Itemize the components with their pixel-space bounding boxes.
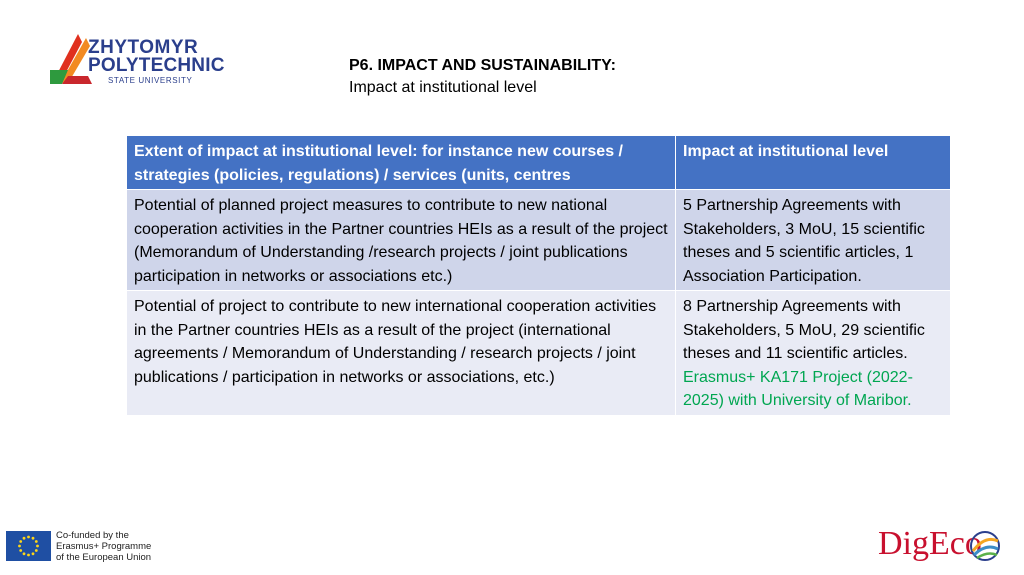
digeco-wordmark: DigEco (878, 525, 982, 562)
row2-impact: 8 Partnership Agreements with Stakeholders, 5 MoU, 29 scientific theses and 11 scientific articles. (683, 298, 925, 362)
eu-flag-icon (6, 531, 51, 561)
table-row (127, 291, 951, 416)
digeco-globe-icon (968, 529, 1002, 563)
header-cell-extent: Extent of impact at institutional level: for instance new courses / strategies (policies, regulations) / services (units, centres (127, 136, 676, 190)
logo-line-1: ZHYTOMYR (88, 37, 199, 58)
table-row (127, 190, 951, 291)
eu-text-line-1: Co-funded by the (56, 530, 129, 541)
eu-text-line-3: of the European Union (56, 552, 152, 563)
digeco-logo (878, 521, 1004, 569)
row1-description: Potential of planned project measures to contribute to new national cooperation activities in the Partner countries HEIs as a result of the project (Memorandum of Understanding /research projects / joint publications participation in networks or associations etc.) (127, 190, 676, 291)
table-header-row (127, 136, 951, 190)
slide-title: P6. IMPACT AND SUSTAINABILITY: (349, 57, 616, 74)
logo-line-2: POLYTECHNIC (88, 55, 225, 76)
slide-heading (349, 55, 616, 99)
row2-impact-cell (676, 291, 951, 416)
row1-impact: 5 Partnership Agreements with Stakeholders, 3 MoU, 15 scientific theses and 5 scientific articles, 1 Association Participation. (676, 190, 951, 291)
eu-text-line-2: Erasmus+ Programme (56, 541, 152, 552)
eu-cofunding-logo (6, 527, 206, 569)
row2-description: Potential of project to contribute to new international cooperation activities in the Partner countries HEIs as a result of the project (international agreements / Memorandum of Understanding / research projects / joint publications / participation in networks or associations, etc.) (127, 291, 676, 416)
row2-highlight: Erasmus+ KA171 Project (2022-2025) with University of Maribor. (683, 368, 913, 409)
logo-line-3: STATE UNIVERSITY (108, 76, 193, 85)
header-cell-impact: Impact at institutional level (676, 136, 951, 190)
university-logo (48, 30, 223, 90)
slide-subtitle: Impact at institutional level (349, 79, 537, 96)
eu-cofunding-text (56, 530, 151, 563)
impact-table (126, 135, 951, 416)
